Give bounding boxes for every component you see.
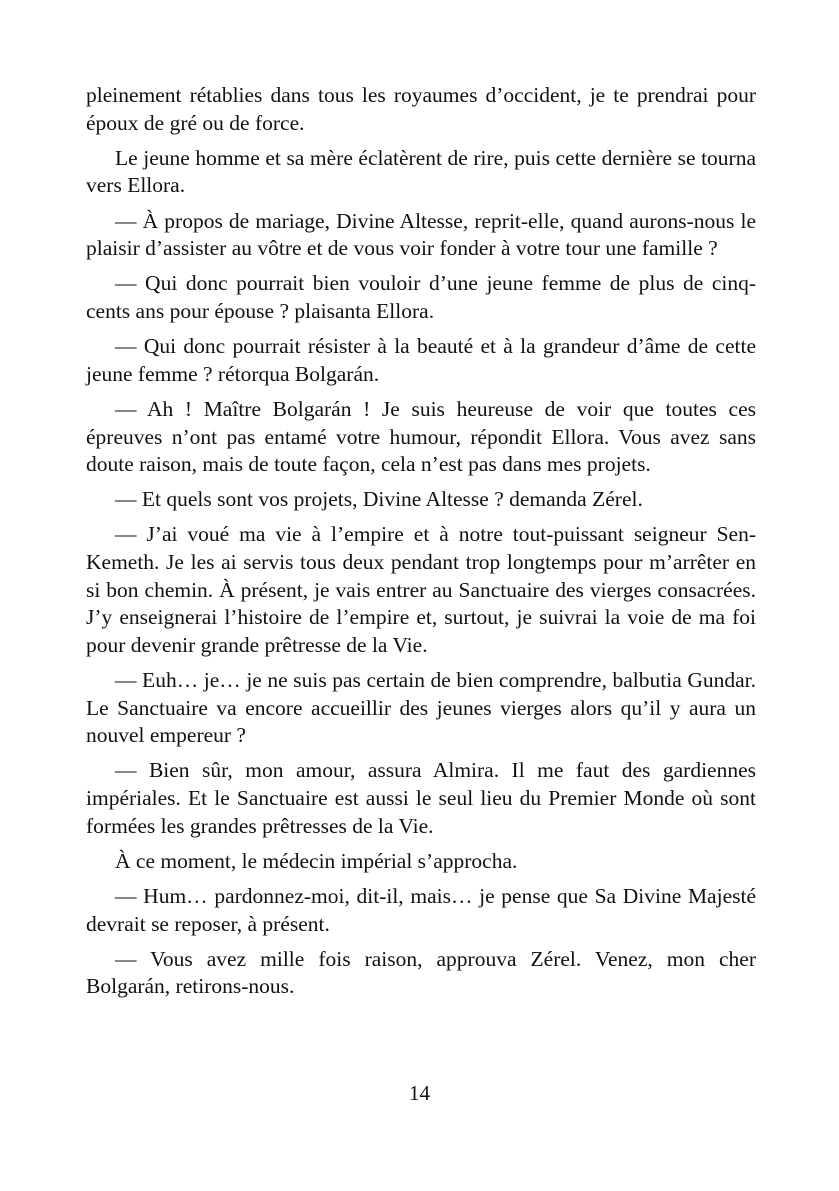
paragraph-11: À ce moment, le médecin impérial s’approcha. <box>115 848 518 873</box>
page-body <box>86 82 756 1009</box>
paragraph-3: — À propos de mariage, Divine Altesse, reprit-elle, quand aurons-nous le plaisir d’assister au vôtre et de vous voir fonder à votre tour une famille ? <box>86 208 756 261</box>
paragraph-2: Le jeune homme et sa mère éclatèrent de rire, puis cette dernière se tourna vers Ellora. <box>86 145 756 198</box>
paragraph-8: — J’ai voué ma vie à l’empire et à notre tout-puissant seigneur Sen-Kemeth. Je les ai servis tous deux pendant trop longtemps pour m’arrêter en si bon chemin. À présent, je vais entrer au Sanctuaire des vierges consacrées. J’y enseignerai l’histoire de l’empire et, surtout, je suivrai la voie de ma foi pour devenir grande prêtresse de la Vie. <box>86 522 756 657</box>
paragraph-12: — Hum… pardonnez-moi, dit-il, mais… je pense que Sa Divine Majesté devrait se reposer, à présent. <box>86 883 756 936</box>
paragraph-5: — Qui donc pourrait résister à la beauté et à la grandeur d’âme de cette jeune femme ? rétorqua Bolgarán. <box>86 334 756 386</box>
paragraph-13: — Vous avez mille fois raison, approuva Zérel. Venez, mon cher Bolgarán, retirons-nous. <box>86 946 756 999</box>
paragraph-6: — Ah ! Maître Bolgarán ! Je suis heureuse de voir que toutes ces épreuves n’ont pas entamé votre humour, répondit Ellora. Vous avez sans doute raison, mais de toute façon, cela n’est pas dans mes projets. <box>86 396 756 477</box>
paragraph-9: — Euh… je… je ne suis pas certain de bien comprendre, balbutia Gundar. Le Sanctuaire va encore accueillir des jeunes vierges alors qu’il y aura un nouvel empereur ? <box>86 668 756 748</box>
paragraph-1: pleinement rétablies dans tous les royaumes d’occident, je te prendrai pour époux de gré ou de force. <box>86 83 756 135</box>
page-number: 14 <box>409 1081 430 1105</box>
paragraph-10: — Bien sûr, mon amour, assura Almira. Il me faut des gardiennes impériales. Et le Sanctuaire est aussi le seul lieu du Premier Monde où sont formées les grandes prêtresses de la Vie. <box>86 758 756 838</box>
paragraph-7: — Et quels sont vos projets, Divine Altesse ? demanda Zérel. <box>115 487 643 512</box>
paragraph-4: — Qui donc pourrait bien vouloir d’une jeune femme de plus de cinq-cents ans pour épouse ? plaisanta Ellora. <box>86 271 756 323</box>
